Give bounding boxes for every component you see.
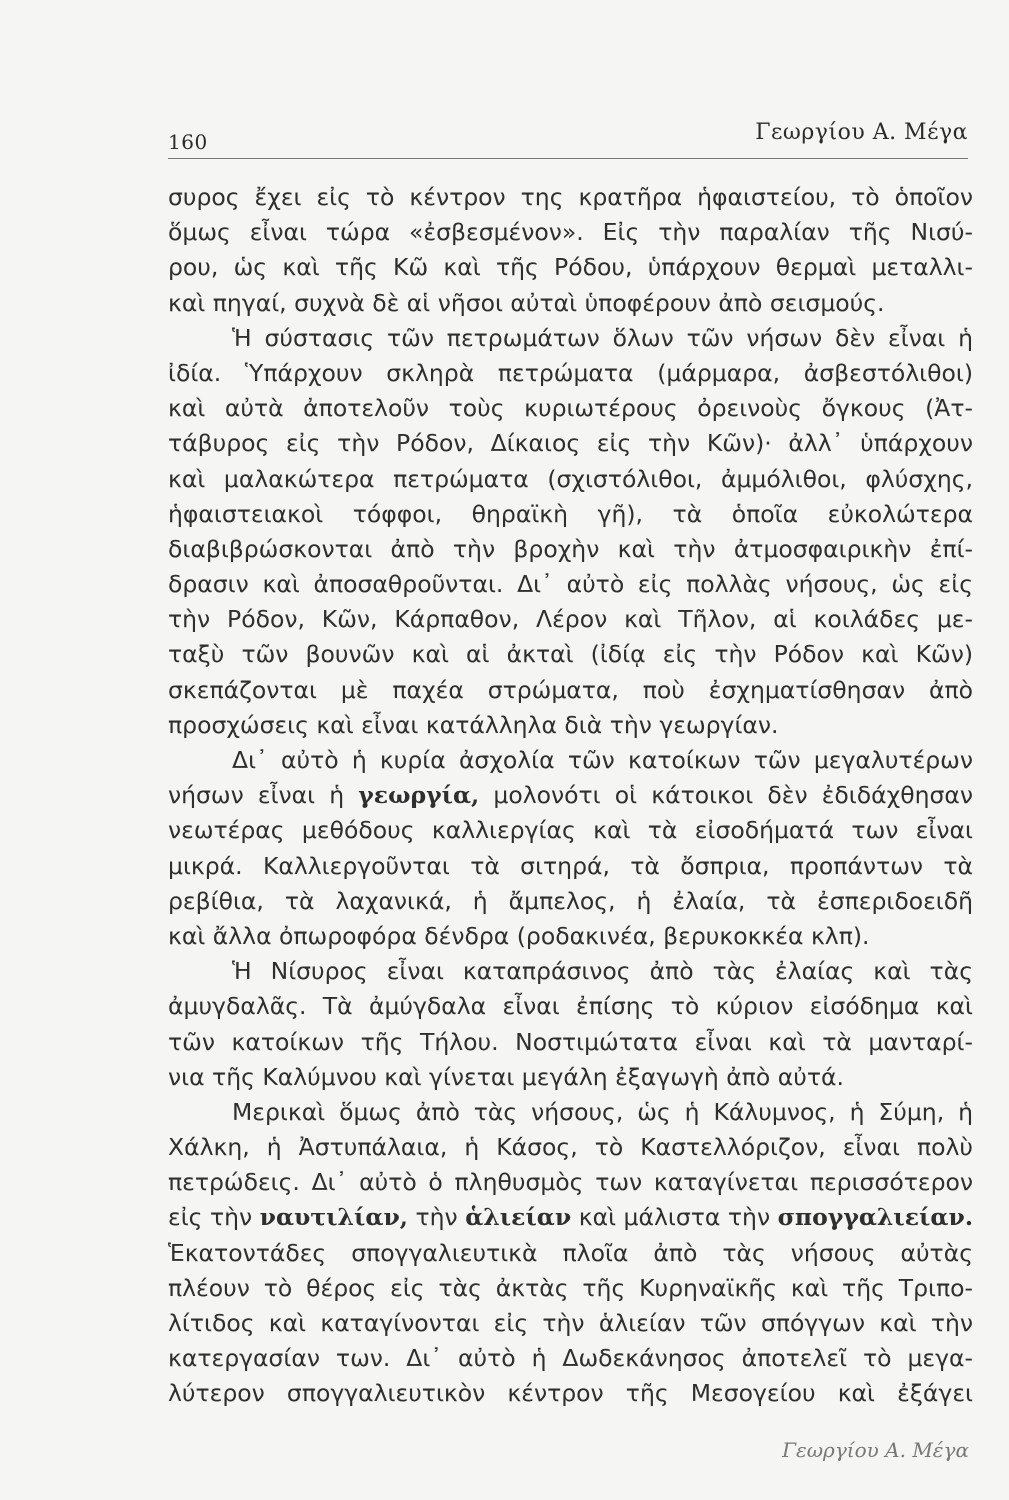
text-line: ἡφαιστειακοὶ τόφφοι, θηραϊκὴ γῆ), τὰ ὁποῖα εὐκολώτερα (168, 499, 973, 528)
body-text (168, 180, 973, 1412)
running-head: Γεωργίου Α. Μέγα (755, 120, 968, 145)
text-line: Ἑκατοντάδες σπογγαλιευτικὰ πλοῖα ἀπὸ τὰς νήσους αὐτὰς (168, 1238, 973, 1267)
text-line: Μερικαὶ ὅμως ἀπὸ τὰς νήσους, ὡς ἡ Κάλυμνος, ἡ Σύμη, ἡ (232, 1097, 973, 1126)
text-line: Ἡ Νίσυρος εἶναι καταπράσινος ἀπὸ τὰς ἐλαίας καὶ τὰς (232, 957, 973, 986)
text-line (168, 1200, 973, 1235)
text-line (168, 778, 973, 813)
text-line: συρος ἔχει εἰς τὸ κέντρον της κρατῆρα ἡφαιστείου, τὸ ὁποῖον (168, 183, 973, 211)
emphasis-term: γεωργία, (358, 781, 480, 810)
text-line: Δι᾽ αὐτὸ ἡ κυρία ἀσχολία τῶν κατοίκων τῶν μεγαλυτέρων (232, 746, 973, 774)
text-run: νήσων εἶναι ἡ (168, 781, 359, 810)
page-header (168, 120, 968, 160)
text-line: ταξὺ τῶν βουνῶν καὶ αἱ ἀκταὶ (ἰδίᾳ εἰς τὴν Ρόδον καὶ Κῶν) (168, 640, 973, 669)
text-line: προσχώσεις καὶ εἶναι κατάλληλα διὰ τὴν γεωργίαν. (168, 710, 779, 739)
text-line: Χάλκη, ἡ Ἀστυπάλαια, ἡ Κάσος, τὸ Καστελλόριζον, εἶναι πολὺ (168, 1133, 973, 1162)
text-run: τὴν (407, 1203, 466, 1232)
text-line: τάβυρος εἰς τὴν Ρόδον, Δίκαιος εἰς τὴν Κῶν)· ἀλλ᾽ ὑπάρχουν (168, 429, 973, 458)
text-run: καὶ μάλιστα τὴν (571, 1203, 778, 1232)
emphasis-term: ἁλιείαν (465, 1203, 572, 1232)
emphasis-term: σπογγαλιείαν. (777, 1203, 973, 1232)
text-line: κατεργασίαν των. Δι᾽ αὐτὸ ἡ Δωδεκάνησος ἀποτελεῖ τὸ μεγα- (168, 1344, 973, 1373)
text-line: λίτιδος καὶ καταγίνονται εἰς τὴν ἁλιείαν τῶν σπόγγων καὶ τὴν (168, 1309, 973, 1337)
text-line: καὶ ἄλλα ὀπωροφόρα δένδρα (ροδακινέα, βερυκοκκέα κλπ). (168, 921, 870, 950)
text-line: καὶ πηγαί, συχνὰ δὲ αἱ νῆσοι αὐταὶ ὑποφέρουν ἀπὸ σεισμούς. (168, 288, 885, 317)
page-number: 160 (168, 130, 208, 154)
text-line: ρεβίθια, τὰ λαχανικά, ἡ ἄμπελος, ἡ ἐλαία, τὰ ἐσπεριδοειδῆ (168, 886, 973, 915)
text-line: τῶν κατοίκων τῆς Τήλου. Νοστιμώτατα εἶναι καὶ τὰ μανταρί- (168, 1027, 973, 1056)
text-run: μολονότι οἱ κάτοικοι δὲν ἐδιδάχθησαν (479, 781, 973, 810)
text-line: μικρά. Καλλιεργοῦνται τὰ σιτηρά, τὰ ὄσπρια, προπάντων τὰ (168, 851, 973, 880)
text-line: δρασιν καὶ ἀποσαθροῦνται. Δι᾽ αὐτὸ εἰς πολλὰς νήσους, ὡς εἰς (168, 570, 973, 599)
text-line: καὶ μαλακώτερα πετρώματα (σχιστόλιθοι, ἀμμόλιθοι, φλύσχης, (168, 464, 973, 493)
text-line: ἰδία. Ὑπάρχουν σκληρὰ πετρώματα (μάρμαρα, ἀσβεστόλιθοι) (168, 358, 973, 387)
text-line: Ἡ σύστασις τῶν πετρωμάτων ὅλων τῶν νήσων δὲν εἶναι ἡ (232, 323, 973, 352)
text-line: ρου, ὡς καὶ τῆς Κῶ καὶ τῆς Ρόδου, ὑπάρχουν θερμαὶ μεταλλι- (168, 253, 973, 282)
emphasis-term: ναυτιλίαν, (259, 1203, 408, 1232)
text-line: ὅμως εἶναι τώρα «ἐσβεσμένον». Εἰς τὴν παραλίαν τῆς Νισύ- (168, 218, 973, 247)
text-line: πετρώδεις. Δι᾽ αὐτὸ ὁ πληθυσμὸς των καταγίνεται περισσότερον (168, 1168, 973, 1197)
footer-signature: Γεωργίου Α. Μέγα (782, 1438, 969, 1462)
text-line: νια τῆς Καλύμνου καὶ γίνεται μεγάλη ἐξαγωγὴ ἀπὸ αὐτά. (168, 1062, 844, 1091)
text-line: νεωτέρας μεθόδους καλλιεργίας καὶ τὰ εἰσοδήματά των εἶναι (168, 816, 973, 845)
text-line: καὶ αὐτὰ ἀποτελοῦν τοὺς κυριωτέρους ὀρεινοὺς ὄγκους (Ἀτ- (168, 394, 973, 423)
text-line: σκεπάζονται μὲ παχέα στρώματα, ποὺ ἐσχηματίσθησαν ἀπὸ (168, 675, 973, 704)
text-line: διαβιβρώσκονται ἀπὸ τὴν βροχὴν καὶ τὴν ἀτμοσφαιρικὴν ἐπί- (168, 534, 973, 563)
text-line: τὴν Ρόδον, Κῶν, Κάρπαθον, Λέρον καὶ Τῆλον, αἱ κοιλάδες με- (168, 605, 973, 634)
header-rule (168, 158, 968, 159)
text-line: ἀμυγδαλᾶς. Τὰ ἀμύγδαλα εἶναι ἐπίσης τὸ κύριον εἰσόδημα καὶ (168, 992, 973, 1021)
text-line: πλέουν τὸ θέρος εἰς τὰς ἀκτὰς τῆς Κυρηναϊκῆς καὶ τῆς Τριπο- (168, 1273, 973, 1302)
text-run: εἰς τὴν (168, 1203, 260, 1232)
text-line: λύτερον σπογγαλιευτικὸν κέντρον τῆς Μεσογείου καὶ ἐξάγει (168, 1379, 973, 1408)
